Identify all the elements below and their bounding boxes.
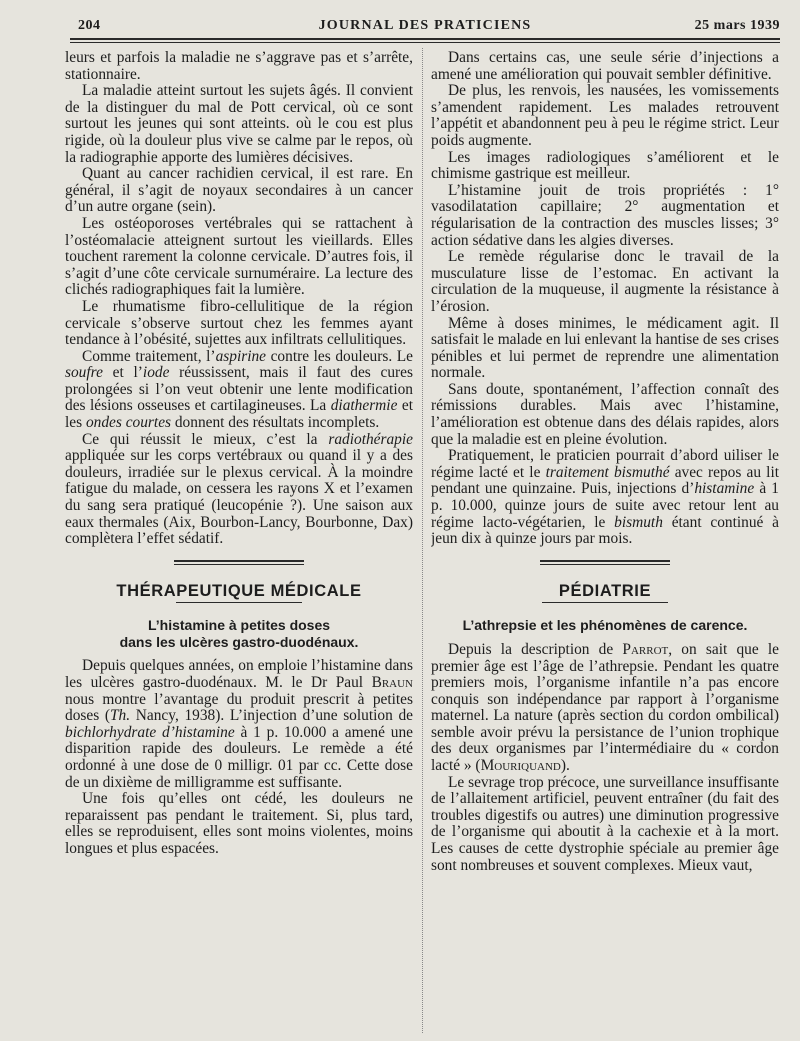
paragraph: Les images radiologiques s’améliorent et le chimisme gastrique est meilleur. [431, 148, 779, 183]
paragraph: leurs et parfois la maladie ne s’aggrave pas et s’arrête, stationnaire. [65, 50, 413, 83]
page-header [70, 14, 780, 38]
header-rule [70, 38, 780, 43]
paragraph: Même à doses minimes, le médicament agit. Il satisfait le malade en lui enlevant la hantise de ses crises pénibles et lui permet de reprendre une alimentation normale. [431, 314, 779, 382]
title-underline [176, 602, 302, 603]
issue-date: 25 mars 1939 [694, 18, 780, 33]
paragraph: Une fois qu’elles ont cédé, les douleurs ne reparaissent pas pendant le traitement. Si, plus tard, elles se reproduisent, elles sont moins violentes, moins longues et plus espacées. [65, 790, 413, 857]
left-column [65, 50, 413, 1035]
paragraph: Sans doute, spontanément, l’affection connaît des rémissions durables. Mais avec l’histamine, l’amélioration est obtenue dans des délais rapides, alors que la maladie est en pleine évolution. [431, 380, 779, 448]
paragraph: Ce qui réussit le mieux, c’est la radiothérapie appliquée sur les corps vertébraux ou quand il y a des douleurs, irradiée sur le plexus cervical. À la moindre fatigue du malade, on cessera les rayons X et l’examen du sang sera pratiqué (leucopénie ?). Une saison aux eaux thermales (Aix, Bourbon-Lancy, Bourbonne, Dax) complètera l’effet sédatif. [65, 430, 413, 548]
paragraph: Les ostéoporoses vertébrales qui se rattachent à l’ostéomalacie atteignent surtout les vieillards. Elles touchent rarement la colonne cervicale. D’autres fois, il s’agit d’une côte cervicale surnuméraire. La lecture des clichés radiographiques fait la lumière. [65, 214, 413, 299]
paragraph: Depuis quelques années, on emploie l’histamine dans les ulcères gastro-duodénaux. M. le Dr Paul Braun nous montre l’avantage du produit prescrit à petites doses (Th. Nancy, 1938). L’injection d’une solution de bichlorhydrate d’histamine à 1 p. 10.000 a amené une disparition rapide des douleurs. Le remède a été ordonné à une dose de 0 milligr. 01 par cc. Cette dose de un dixième de milligramme est suffisante. [65, 657, 413, 791]
section-separator [540, 560, 670, 565]
page-number: 204 [78, 18, 101, 33]
title-underline [542, 602, 668, 603]
paragraph: De plus, les renvois, les nausées, les vomissements s’amendent rapidement. Les malades retrouvent l’appétit et abandonnent peu à peu le régime strict. Leur poids augmente. [431, 82, 779, 149]
paragraph: La maladie atteint surtout les sujets âgés. Il convient de la distinguer du mal de Pott cervical, où ce sont surtout les jeunes qui sont atteints. où le cou est plus rigide, où la douleur plus vive se calme par le repos, où la radiographie apporte des lumières décisives. [65, 82, 413, 166]
paragraph: Comme traitement, l’aspirine contre les douleurs. Le soufre et l’iode réussissent, mais il faut des cures prolongées si l’on veut obtenir une lente modification des lésions osseuses et cartilagineuses. La diathermie et les ondes courtes donnent des résultats incomplets. [65, 347, 413, 432]
paragraph: Quant au cancer rachidien cervical, il est rare. En général, il s’agit de noyaux secondaires à un cancer d’un autre organe (sein). [65, 165, 413, 216]
paragraph: Dans certains cas, une seule série d’injections a amené une amélioration qui pouvait sembler définitive. [431, 50, 779, 83]
paragraph: Pratiquement, le praticien pourrait d’abord uiliser le régime lacté et le traitement bismuthé avec repos au lit pendant une quinzaine. Puis, injections d’histamine à 1 p. 10.000, quinze jours de suite avec retour lent au régime lacto-végétarien, le bismuth étant continué à jeun dix à quinze jours par mois. [431, 447, 779, 548]
article-title: L’athrepsie et les phénomènes de carence. [462, 617, 748, 634]
paragraph: Le sevrage trop précoce, une surveillance insuffisante de l’allaitement artificiel, peuvent entraîner (du fait des troubles digestifs ou autres) une diminution progressive de l’organisme qui aboutit à la cachexie et à la mort. Les causes de cette dystrophie spéciale au premier âge sont nombreuses et souvent complexes. Mieux vaut, [431, 773, 779, 874]
right-column [431, 50, 779, 1035]
paragraph: Le remède régularise donc le travail de la musculature lisse de l’estomac. En activant la circulation de la muqueuse, il augmente la résistance à l’érosion. [431, 248, 779, 315]
paragraph: Depuis la description de Parrot, on sait que le premier âge est l’âge de l’athrepsie. Pendant les quatre premiers mois, l’organisme infantile n’a pas encore conquis son indépendance par rapport à l’organisme maternel. La nature (après section du cordon ombilical) semble avoir prévu la persistance de l’union trophique des deux organismes par l’intermédiaire du « cordon lacté » (Mouriquand). [431, 640, 779, 775]
section-title: PÉDIATRIE [558, 581, 652, 600]
section-title: THÉRAPEUTIQUE MÉDICALE [116, 581, 362, 600]
article-title: L’histamine à petites doses dans les ulcères gastro-duodénaux. [119, 617, 359, 650]
paragraph: L’histamine jouit de trois propriétés : 1° vasodilatation capillaire; 2° augmentation et régularisation de la contraction des muscles lisses; 3° action sédative dans les algies diverses. [431, 181, 779, 249]
journal-title: JOURNAL DES PRATICIENS [318, 18, 532, 33]
section-separator [174, 560, 304, 565]
paragraph: Le rhumatisme fibro-cellulitique de la région cervicale s’observe surtout chez les femmes ayant tendance à l’obésité, sujettes aux infiltrats cellulitiques. [65, 297, 413, 349]
column-divider [422, 48, 423, 1033]
